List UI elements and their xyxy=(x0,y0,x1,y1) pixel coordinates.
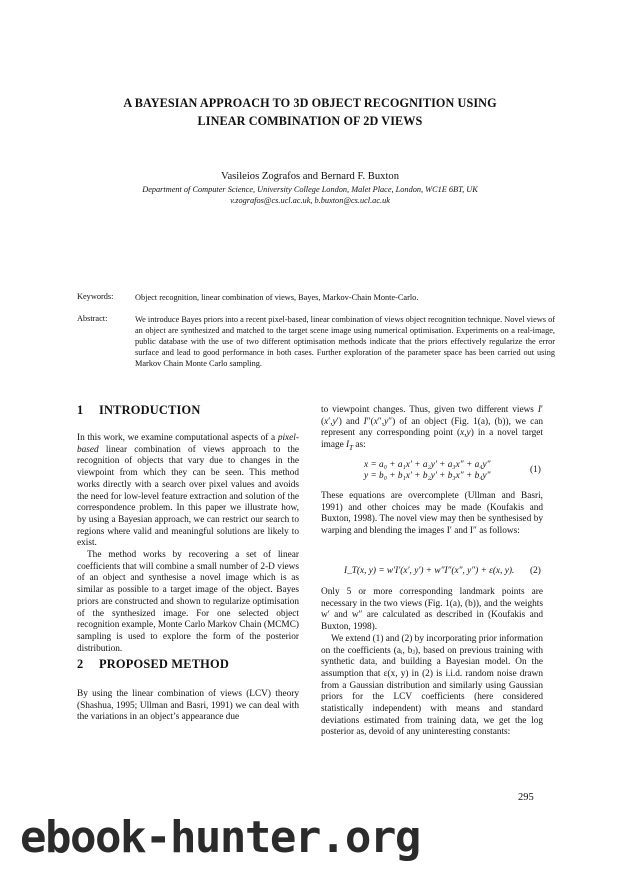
equation-2-number: (2) xyxy=(530,566,541,576)
authors: Vasileios Zografos and Bernard F. Buxton xyxy=(220,171,400,182)
section-1-title: INTRODUCTION xyxy=(99,403,201,417)
keywords-text: Object recognition, linear combination of views, Bayes, Markov-Chain Monte-Carlo. xyxy=(135,293,419,302)
right-paragraph-3: Only 5 or more corresponding landmark points are necessary in the two views (Fig. 1(a), (b)), and the weights w′ and w″ are calculated as described in (Koufakis and Buxton, 1998). xyxy=(321,587,543,633)
watermark-text: ebook-hunter.org xyxy=(20,812,420,863)
right-p1-part-c: in a novel target image xyxy=(321,428,543,451)
right-paragraph-1: to viewpoint changes. Thus, given two different views I′(x′,y′) and I″(x″,y″) of an object (Fig. 1(a), (b)), we can represent any corresponding point (x,y) in a novel target image $I_T$ as: xyxy=(321,405,543,452)
affiliation-block xyxy=(60,184,560,206)
paper-title xyxy=(60,94,560,130)
intro-paragraph-2: The method works by recovering a set of linear coefficients that will combine a small number of 2-D views of an object and synthesise a novel image which is as similar as possible to a target image of the object. Bayes priors are constructed and shown to regularize optimisation of the synthesized image. For one selected object recognition example, Monte Carlo Markov Chain (MCMC) sampling is used to explore the form of the posterior distribution. xyxy=(77,550,299,654)
right-column-top xyxy=(321,405,543,455)
intro-p1-part-b: linear combination of views approach to the recognition of objects that vary due to changes in the viewpoint from which they can be seen. This method works directly with a search over pixel values and avoids the need for low-level feature extraction and solution of the correspondence problem. In this paper we illustrate how, by using a Bayesian approach, we can restrict our search to regions where valid and meaningful solutions are likely to exist. xyxy=(77,444,299,549)
right-column-middle xyxy=(321,491,543,538)
title-line-2: LINEAR COMBINATION OF 2D VIEWS xyxy=(197,114,423,128)
keywords-label: Keywords: xyxy=(77,292,114,301)
left-column-intro xyxy=(77,433,299,655)
intro-p1-emphasis: pixel-based xyxy=(77,433,299,455)
page-number: 295 xyxy=(518,792,534,803)
equation-1 xyxy=(364,460,490,482)
emails: v.zografos@cs.ucl.ac.uk, b.buxton@cs.ucl.ac.uk xyxy=(230,196,390,205)
section-1-number: 1 xyxy=(77,403,84,417)
method-paragraph-1: By using the linear combination of views (LCV) theory (Shashua, 1995; Ullman and Basri, 1991) we can deal with the variations in an object’s appearance due xyxy=(77,689,299,723)
right-p1-part-d: as: xyxy=(353,440,366,451)
equation-1-line-1: x = a₀ + a₁x′ + a₂y′ + a₃x″ + a₄y″ xyxy=(364,460,491,470)
equation-1-line-2: y = b₀ + b₁x′ + b₂y′ + b₃x″ + b₄y″ xyxy=(364,471,491,481)
title-line-1: A BAYESIAN APPROACH TO 3D OBJECT RECOGNITION USING xyxy=(123,96,497,110)
right-p1-part-b: of an object (Fig. 1(a), (b)), we can represent any corresponding point xyxy=(321,416,543,439)
right-paragraph-2: These equations are overcomplete (Ullman and Basri, 1991) and other choices may be made (Koufakis and Buxton, 1998). The novel view may then be synthesised by warping and blending the images I′ and I″ as follows: xyxy=(321,491,543,537)
intro-p1-part-a: In this work, we examine computational aspects of a xyxy=(77,433,278,443)
equation-1-number: (1) xyxy=(530,465,541,475)
section-2-title: PROPOSED METHOD xyxy=(99,657,230,671)
affiliation: Department of Computer Science, University College London, Malet Place, London, WC1E 6BT, UK xyxy=(142,185,478,194)
right-column-bottom xyxy=(321,587,543,739)
section-1-heading xyxy=(77,403,201,418)
left-column-method xyxy=(77,689,299,724)
abstract-label: Abstract: xyxy=(77,314,108,323)
section-2-number: 2 xyxy=(77,657,84,671)
right-p1-part-a: to viewpoint changes. Thus, given two different views xyxy=(321,405,538,415)
section-2-heading xyxy=(77,657,229,672)
right-paragraph-4: We extend (1) and (2) by incorporating prior information on the coefficients (aᵢ, bⱼ), based on previous training with synthetic data, and building a Bayesian model. On the assumption that ε(x, y) in (2) is i.i.d. random noise drawn from a Gaussian distribution and similarly using Gaussian priors for the LCV coefficients (here considered statistically independent) with means and standard deviations estimated from training data, we get the log posterior as, devoid of any uninteresting constants: xyxy=(321,633,543,738)
intro-paragraph-1 xyxy=(77,433,299,550)
abstract-text: We introduce Bayes priors into a recent pixel-based, linear combination of views object recognition technique. Novel views of an object are synthesized and matched to the target scene image using numerical optimisation. Experiments on a real-image, public database with the use of two different optimisation methods indicate that the priors effectively regularize the error surface and lead to good performance in both cases. Further exploration of the parameter space has been carried out using Markov Chain Monte Carlo sampling. xyxy=(135,315,555,368)
equation-2: I_T(x, y) = w′I′(x′, y′) + w″I″(x″, y″) + ε(x, y). xyxy=(344,566,515,576)
